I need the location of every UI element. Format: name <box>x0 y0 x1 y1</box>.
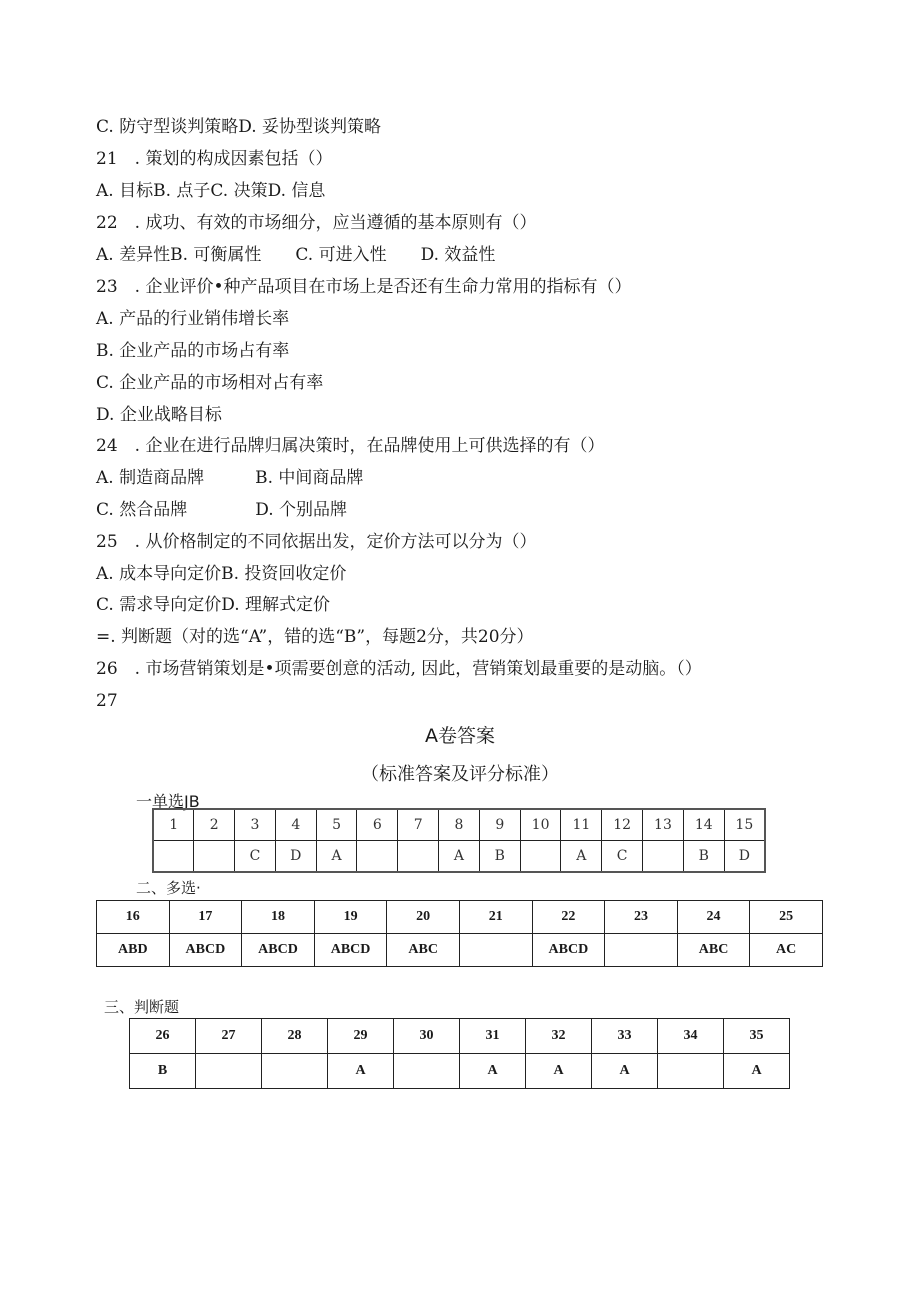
question-number-cell: 7 <box>398 809 439 841</box>
question-number-cell: 25 <box>750 901 823 934</box>
single-choice-label: 一单选JB <box>136 792 200 811</box>
answer-cell: A <box>561 841 602 873</box>
question-23-option-d: D. 企业战略目标 <box>96 405 222 425</box>
question-number-cell: 23 <box>605 901 678 934</box>
answer-cell: ABCD <box>169 934 242 967</box>
question-23: 23 . 企业评价•种产品项目在市场上是否还有生命力常用的指标有（） <box>96 277 632 297</box>
answer-cell <box>357 841 398 873</box>
question-number-cell: 24 <box>677 901 750 934</box>
question-22: 22 . 成功、有效的市场细分，应当遵循的基本原则有（） <box>96 213 537 233</box>
question-21-options: A. 目标B. 点子C. 决策D. 信息 <box>96 181 326 201</box>
multi-choice-answer-row <box>97 934 823 967</box>
judgement-answer-row <box>130 1054 790 1089</box>
question-24-options-cd: C. 然合品牌 D. 个别品牌 <box>96 500 348 520</box>
answer-cell: B <box>130 1054 196 1089</box>
answer-cell: AC <box>750 934 823 967</box>
answer-cell: A <box>316 841 357 873</box>
question-26: 26 . 市场营销策划是•项需要创意的活动, 因此，营销策划最重要的是动脑。（） <box>96 659 702 679</box>
question-number-cell: 12 <box>602 809 643 841</box>
section-judgement-heading: =. 判断题（对的选“A”，错的选“B”，每题2分，共20分） <box>96 627 534 647</box>
answer-cell: D <box>724 841 765 873</box>
question-22-options: A. 差异性B. 可衡属性 C. 可进入性 D. 效益性 <box>96 245 496 265</box>
single-choice-header-row <box>153 809 765 841</box>
answer-cell: ABC <box>387 934 460 967</box>
question-number-cell: 15 <box>724 809 765 841</box>
answer-cell: C <box>235 841 276 873</box>
single-choice-answer-table <box>152 808 766 873</box>
answer-cell: C <box>602 841 643 873</box>
answer-cell: A <box>592 1054 658 1089</box>
question-number-cell: 21 <box>459 901 532 934</box>
answer-cell: ABCD <box>242 934 315 967</box>
question-number-cell: 33 <box>592 1019 658 1054</box>
question-number-cell: 6 <box>357 809 398 841</box>
question-24: 24 . 企业在进行品牌归属决策时，在品牌使用上可供选择的有（） <box>96 436 605 456</box>
question-number-cell: 13 <box>643 809 684 841</box>
question-number-cell: 18 <box>242 901 315 934</box>
answer-cell <box>262 1054 328 1089</box>
answer-cell <box>459 934 532 967</box>
question-number-cell: 26 <box>130 1019 196 1054</box>
question-23-option-b: B. 企业产品的市场占有率 <box>96 341 290 361</box>
question-25-options-cd: C. 需求导向定价D. 理解式定价 <box>96 595 331 615</box>
answer-cell <box>605 934 678 967</box>
question-number-cell: 27 <box>196 1019 262 1054</box>
multi-choice-answer-table <box>96 900 823 967</box>
question-number-cell: 3 <box>235 809 276 841</box>
question-number-cell: 17 <box>169 901 242 934</box>
question-number-cell: 31 <box>460 1019 526 1054</box>
question-number-cell: 1 <box>153 809 194 841</box>
answer-cell: A <box>460 1054 526 1089</box>
question-number-cell: 30 <box>394 1019 460 1054</box>
answer-cell: A <box>724 1054 790 1089</box>
answer-cell: ABC <box>677 934 750 967</box>
answer-cell <box>394 1054 460 1089</box>
question-number-cell: 11 <box>561 809 602 841</box>
answer-cell: ABCD <box>314 934 387 967</box>
question-number-cell: 5 <box>316 809 357 841</box>
question-number-cell: 9 <box>479 809 520 841</box>
question-25: 25 . 从价格制定的不同依据出发，定价方法可以分为（） <box>96 532 537 552</box>
answer-cell: A <box>328 1054 394 1089</box>
multi-choice-header-row <box>97 901 823 934</box>
answer-cell: ABD <box>97 934 170 967</box>
answer-cell <box>658 1054 724 1089</box>
question-number-cell: 2 <box>194 809 235 841</box>
single-choice-answer-row <box>153 841 765 873</box>
question-number-cell: 4 <box>275 809 316 841</box>
multi-choice-label: 二、多选· <box>136 879 201 897</box>
question-number-cell: 29 <box>328 1019 394 1054</box>
answer-cell: A <box>439 841 480 873</box>
question-number-cell: 16 <box>97 901 170 934</box>
answer-cell <box>196 1054 262 1089</box>
answer-cell: A <box>526 1054 592 1089</box>
question-number-cell: 28 <box>262 1019 328 1054</box>
answer-cell <box>643 841 684 873</box>
question-20-options-cd: C. 防守型谈判策略D. 妥协型谈判策略 <box>96 117 382 137</box>
answer-cell <box>398 841 439 873</box>
answer-cell <box>153 841 194 873</box>
question-number-cell: 35 <box>724 1019 790 1054</box>
answer-cell: ABCD <box>532 934 605 967</box>
judgement-header-row <box>130 1019 790 1054</box>
judgement-label: 三、判断题 <box>104 998 180 1016</box>
question-number-cell: 14 <box>683 809 724 841</box>
answer-cell <box>520 841 561 873</box>
question-25-options-ab: A. 成本导向定价B. 投资回收定价 <box>96 564 347 584</box>
question-number-cell: 20 <box>387 901 460 934</box>
question-24-options-ab: A. 制造商品牌 B. 中间商品牌 <box>96 468 364 488</box>
answer-cell: D <box>275 841 316 873</box>
question-number-cell: 32 <box>526 1019 592 1054</box>
question-27: 27 <box>96 691 118 711</box>
answer-title: A卷答案 <box>425 725 495 747</box>
question-21: 21 . 策划的构成因素包括（） <box>96 149 333 169</box>
question-number-cell: 8 <box>439 809 480 841</box>
question-23-option-c: C. 企业产品的市场相对占有率 <box>96 373 324 393</box>
question-number-cell: 19 <box>314 901 387 934</box>
question-number-cell: 34 <box>658 1019 724 1054</box>
question-number-cell: 10 <box>520 809 561 841</box>
answer-cell: B <box>683 841 724 873</box>
answer-cell <box>194 841 235 873</box>
question-number-cell: 22 <box>532 901 605 934</box>
answer-cell: B <box>479 841 520 873</box>
answer-subtitle: （标准答案及评分标准） <box>361 764 559 785</box>
judgement-answer-table <box>129 1018 790 1089</box>
question-23-option-a: A. 产品的行业销伟增长率 <box>96 309 290 329</box>
